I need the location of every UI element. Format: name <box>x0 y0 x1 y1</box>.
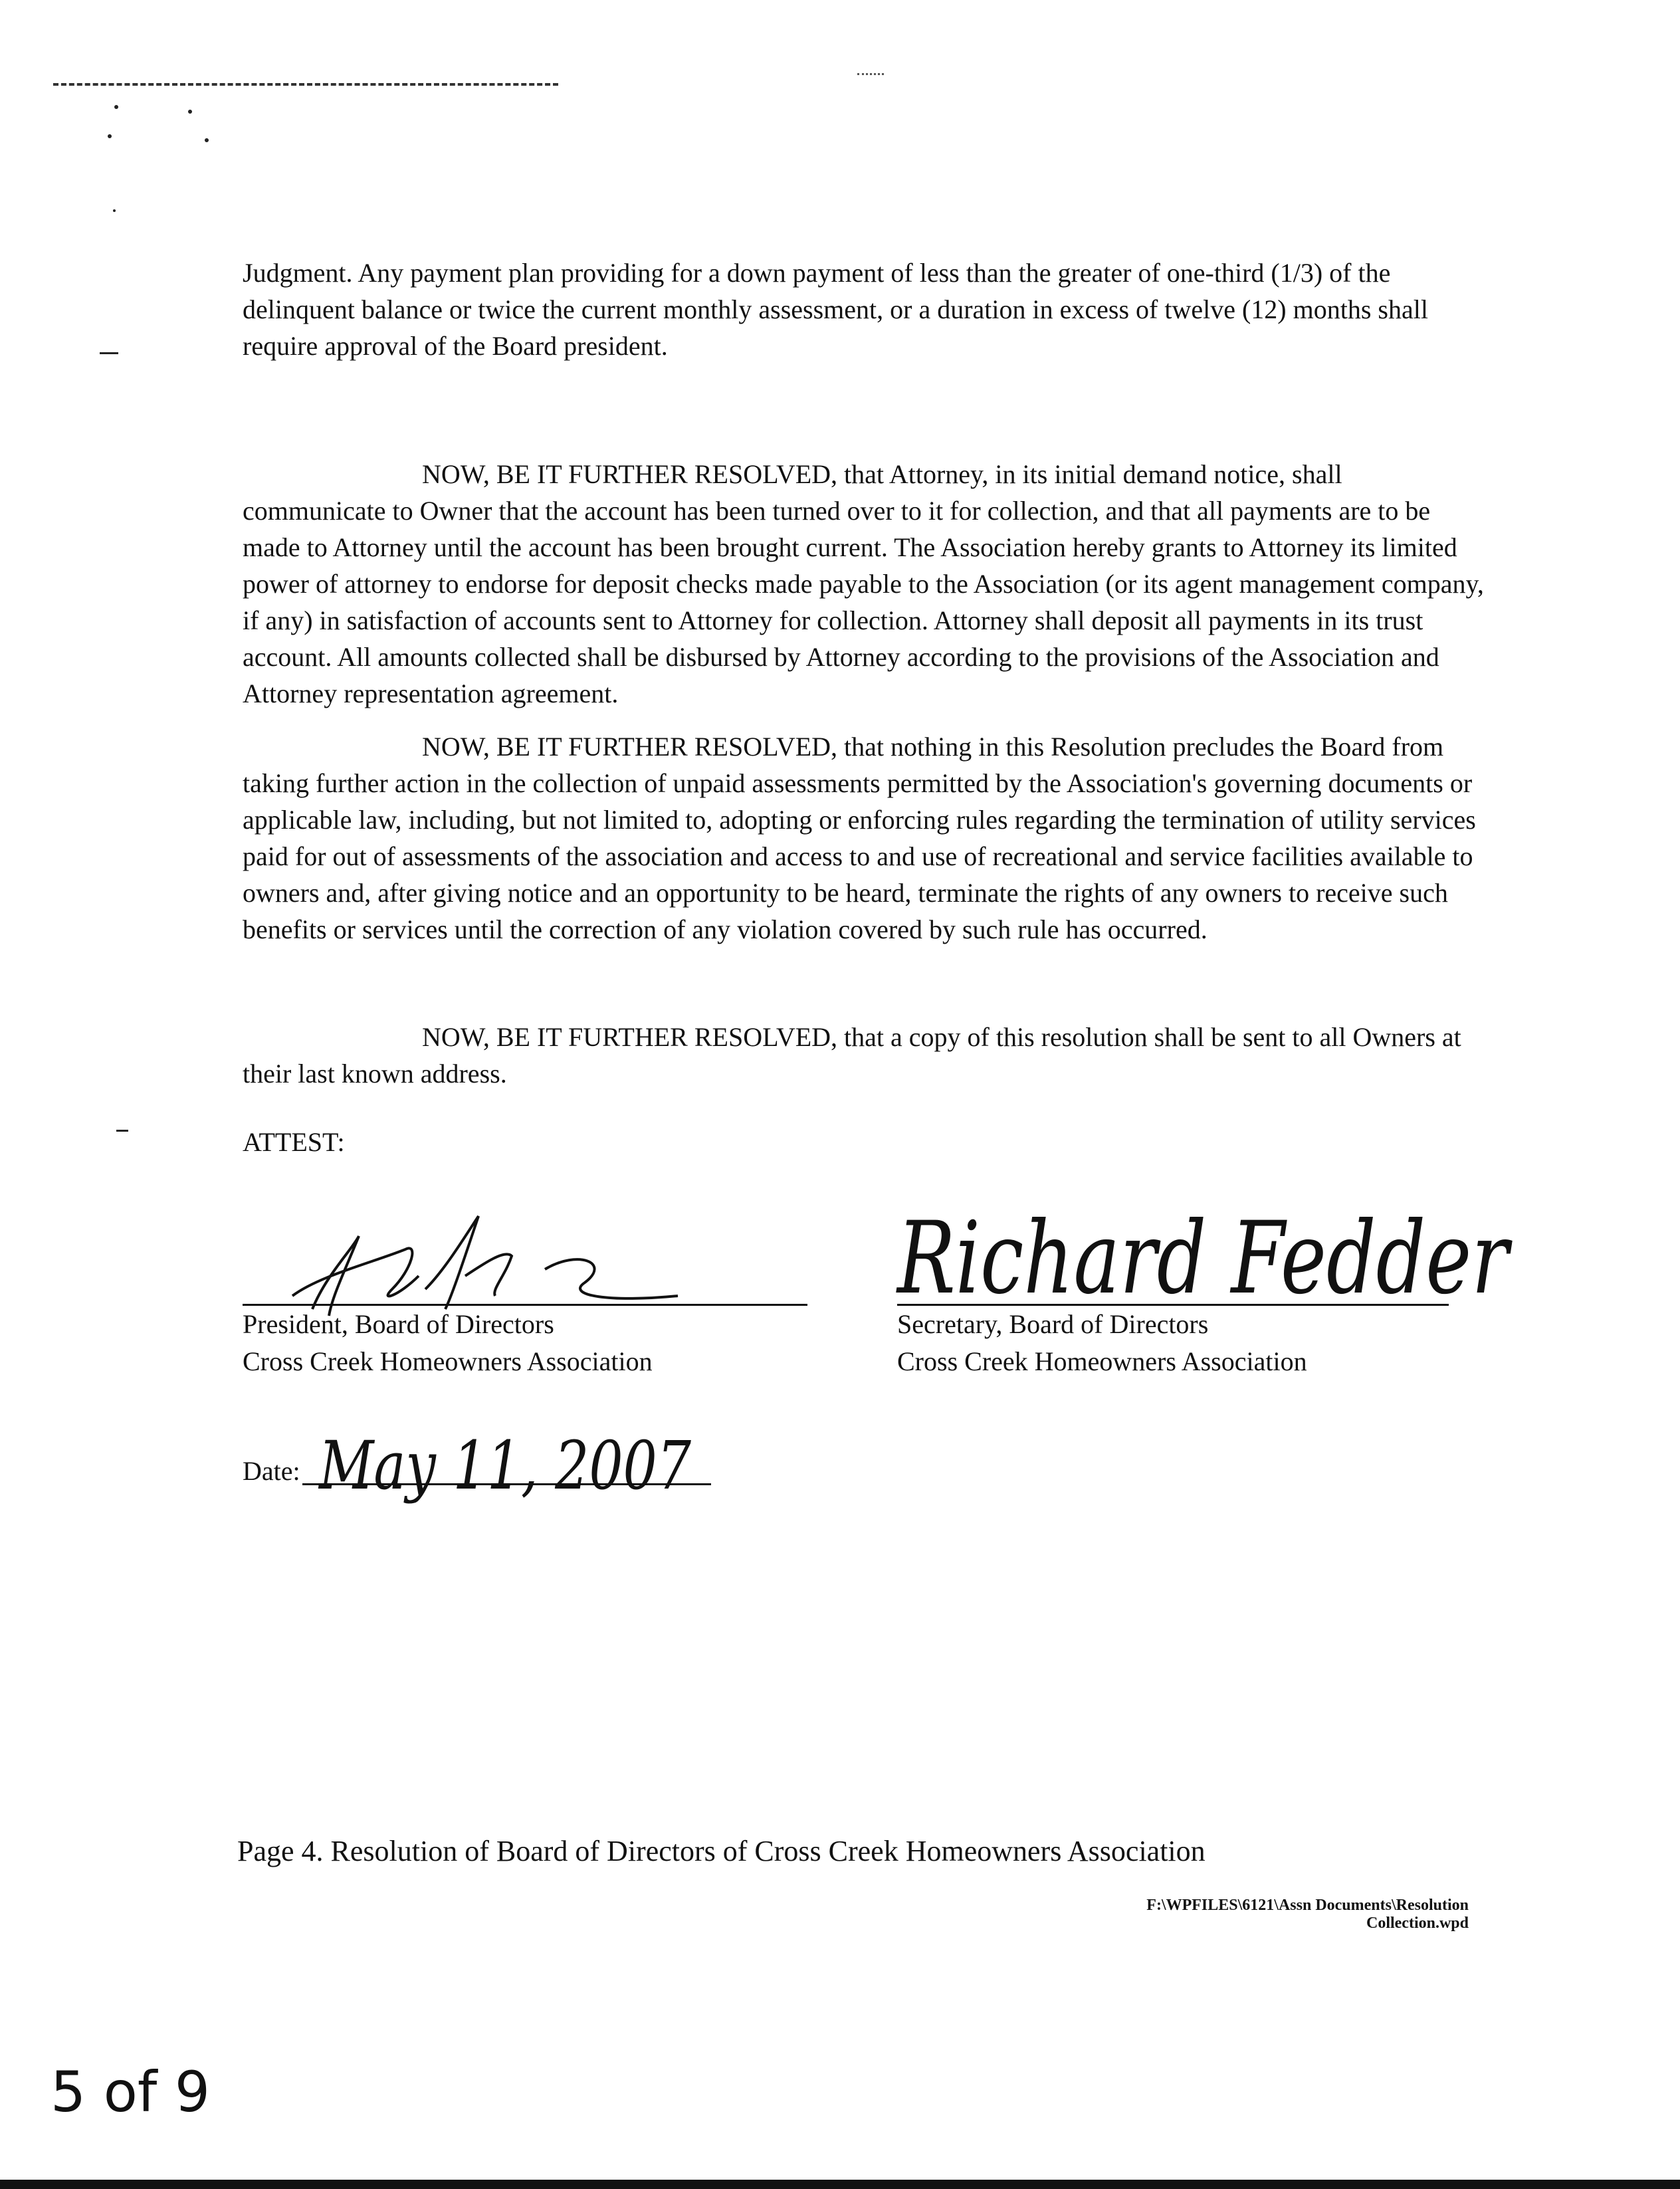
file-path: F:\WPFILES\6121\Assn Documents\Resolution Collection.wpd <box>1146 1897 1469 1932</box>
secretary-title: Secretary, Board of Directors <box>897 1309 1209 1339</box>
scan-speck <box>108 134 112 138</box>
secretary-block <box>897 1306 1307 1380</box>
paragraph-2-text: NOW, BE IT FURTHER RESOLVED, that Attorney, in its initial demand notice, shall communicate to Owner that the account has been turned over to it for collection, and that all payments are to be made to Attorney until the account has been brought current. The Association hereby grants to Attorney its limited power of attorney to endorse for deposit checks made payable to the Association (or its agent management company, if any) in satisfaction of accounts sent to Attorney for collection. Attorney shall deposit all payments in its trust account. All amounts collected shall be disbursed by Attorney according to the provisions of the Association and Attorney representation agreement. <box>243 459 1484 708</box>
paragraph-attorney-demand <box>243 456 1492 712</box>
paragraph-4-text: NOW, BE IT FURTHER RESOLVED, that a copy of this resolution shall be sent to all Owners at their last known address. <box>243 1022 1461 1089</box>
date-label: Date: <box>243 1456 300 1486</box>
handwritten-page-count <box>47 2057 219 2130</box>
paragraph-3-text: NOW, BE IT FURTHER RESOLVED, that nothing in this Resolution precludes the Board from taking further action in the collection of unpaid assessments permitted by the Association's governing documents or applicable law, including, but not limited to, adopting or enforcing rules regarding the termination of utility services paid for out of assessments of the association and access to and use of recreational and service facilities available to owners and, after giving notice and an opportunity to be heard, terminate the rights of any owners to receive such benefits or services until the correction of any violation covered by such rule has occurred. <box>243 732 1476 944</box>
scan-speck <box>205 138 209 142</box>
handwritten-date-text: May 11, 2007 <box>318 1427 692 1505</box>
paragraph-copy-sent <box>243 1019 1492 1092</box>
scan-bottom-border <box>0 2180 1680 2189</box>
secretary-org: Cross Creek Homeowners Association <box>897 1346 1307 1376</box>
president-title: President, Board of Directors <box>243 1309 554 1339</box>
secretary-signature-text: Richard Fedder <box>895 1201 1513 1316</box>
attest-label: ATTEST: <box>243 1127 345 1157</box>
handwritten-page-count-text: 5 of 9 <box>51 2059 210 2125</box>
scan-dash <box>100 352 118 354</box>
president-block <box>243 1306 653 1380</box>
paragraph-judgment <box>243 255 1492 364</box>
scan-speck <box>114 105 118 109</box>
scan-speck <box>188 110 192 114</box>
page-footer: Page 4. Resolution of Board of Directors of Cross Creek Homeowners Association <box>237 1835 1206 1867</box>
president-org: Cross Creek Homeowners Association <box>243 1346 653 1376</box>
scan-artifact-rule <box>53 83 558 86</box>
handwritten-date <box>306 1422 704 1548</box>
scan-artifact-rule <box>857 73 884 75</box>
scan-dash <box>116 1130 128 1132</box>
paragraph-1-text: Judgment. Any payment plan providing for a down payment of less than the greater of one-third (1/3) of the delinquent balance or twice the current monthly assessment, or a duration in excess of twelve (12) months shall require approval of the Board president. <box>243 258 1428 361</box>
paragraph-board-action <box>243 728 1492 948</box>
scan-speck <box>113 209 116 212</box>
